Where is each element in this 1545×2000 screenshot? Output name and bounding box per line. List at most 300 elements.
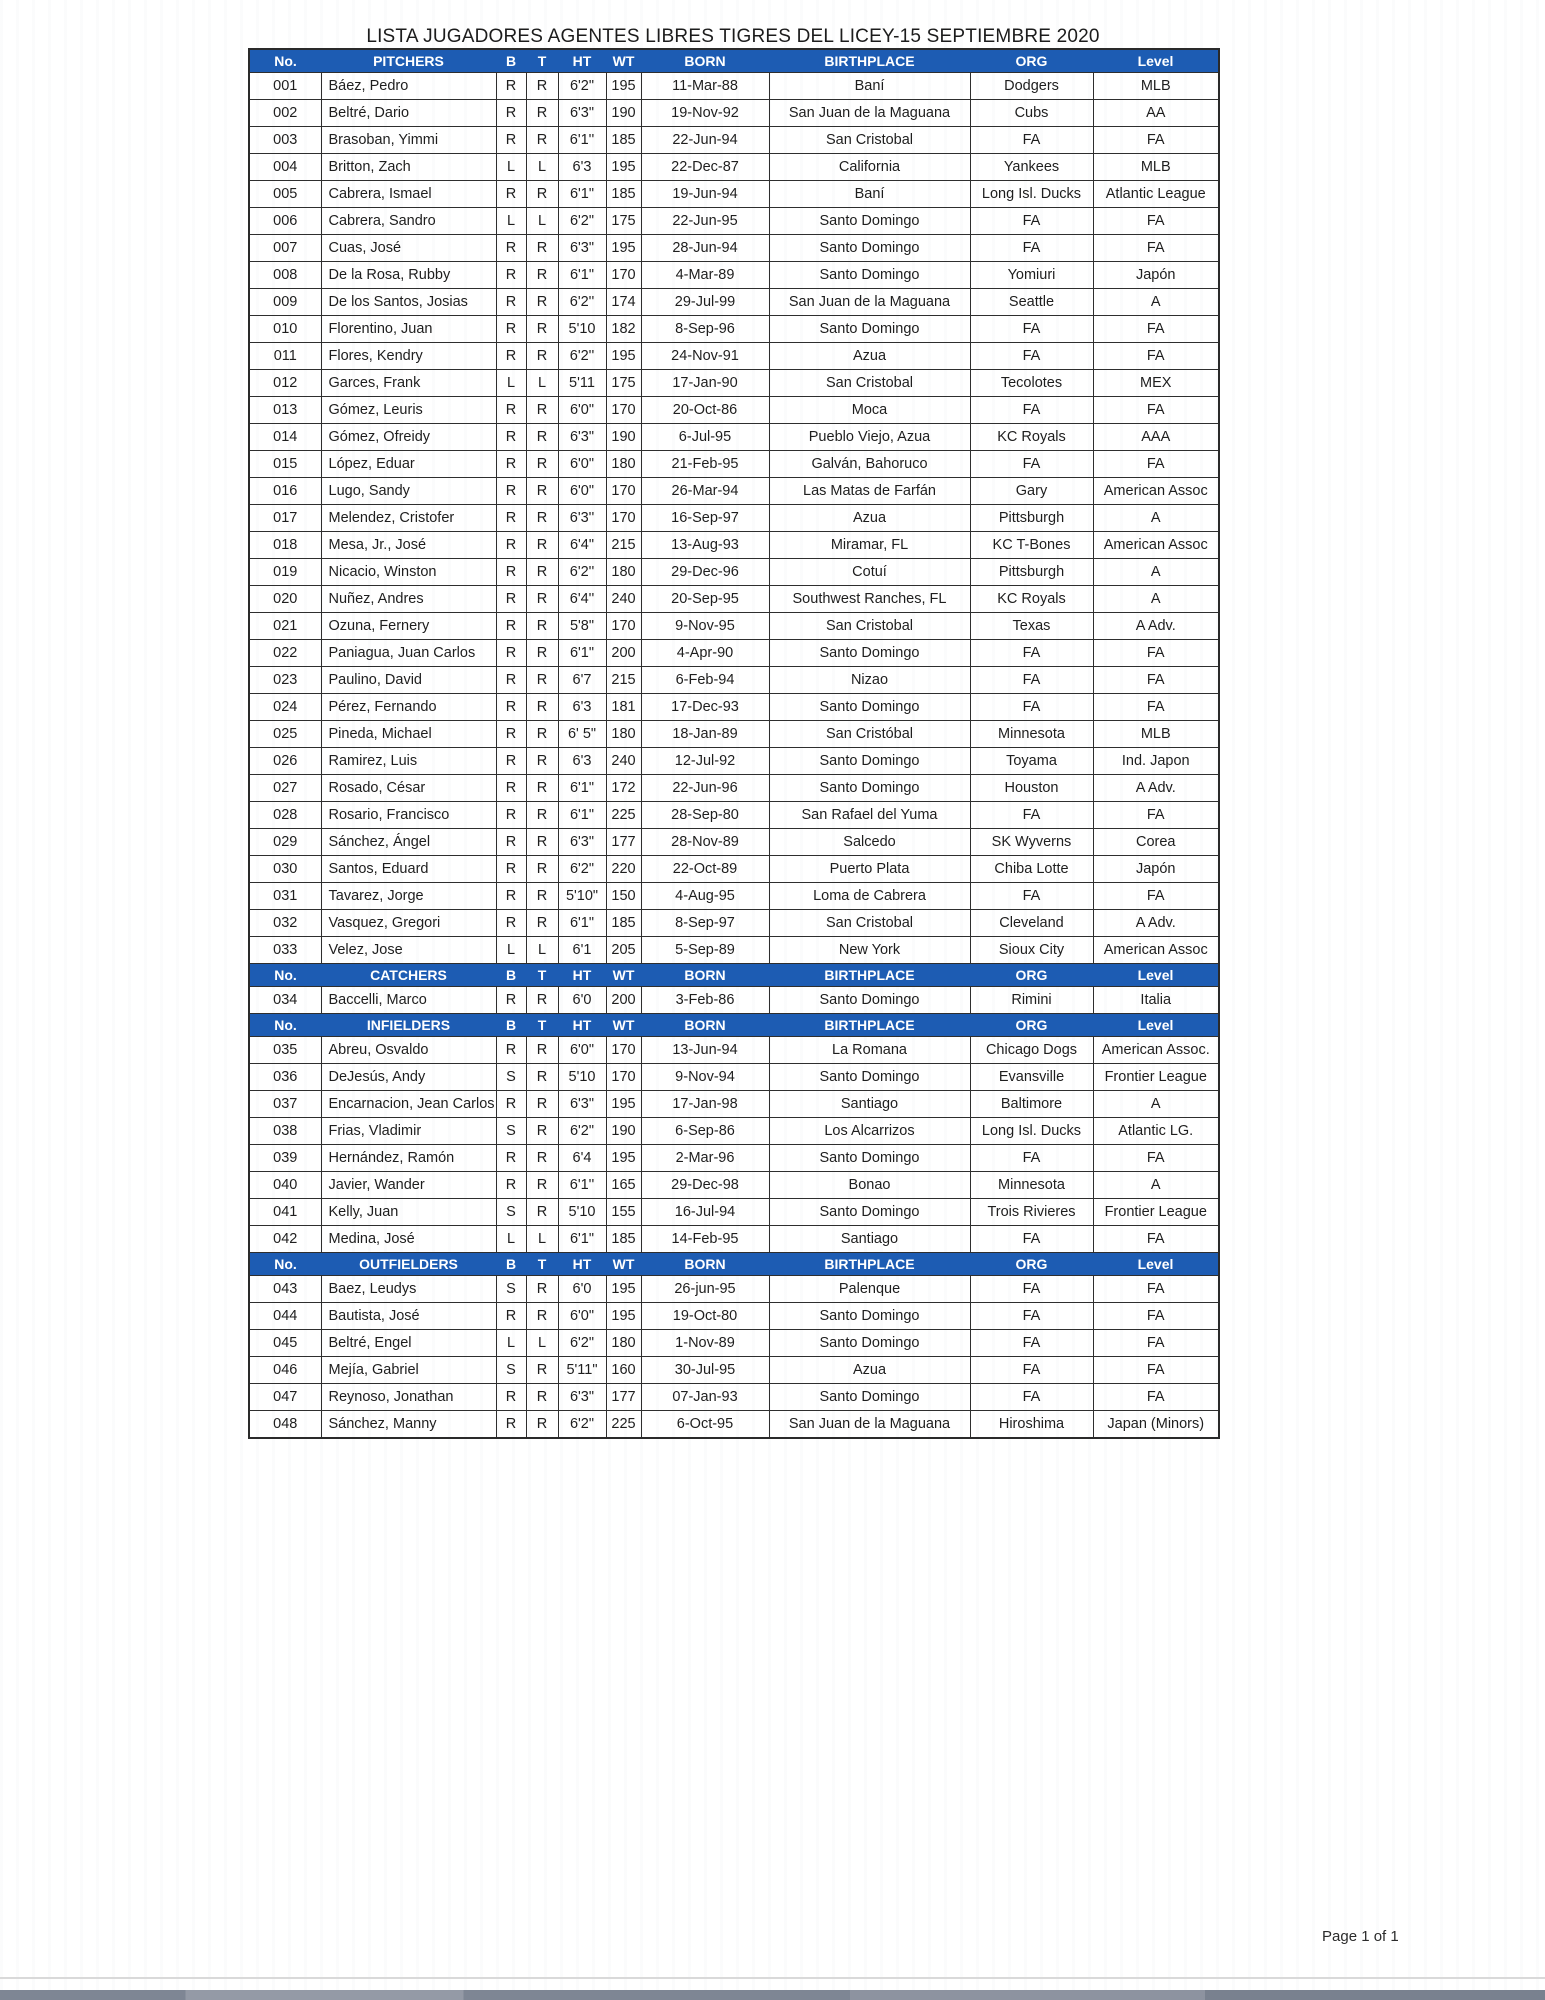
cell-ht: 6'3" bbox=[558, 1384, 606, 1411]
cell-b: R bbox=[496, 910, 526, 937]
cell-born: 22-Jun-96 bbox=[641, 775, 769, 802]
cell-no: 016 bbox=[249, 478, 321, 505]
cell-b: R bbox=[496, 1091, 526, 1118]
cell-name: Beltré, Engel bbox=[321, 1330, 496, 1357]
cell-b: L bbox=[496, 154, 526, 181]
player-row bbox=[249, 1411, 1219, 1439]
player-row bbox=[249, 316, 1219, 343]
section-header-row bbox=[249, 49, 1219, 73]
col-header-wt: WT bbox=[606, 49, 641, 73]
cell-t: R bbox=[526, 1357, 558, 1384]
cell-wt: 190 bbox=[606, 1118, 641, 1145]
player-row bbox=[249, 262, 1219, 289]
cell-ht: 6'0" bbox=[558, 397, 606, 424]
player-row bbox=[249, 721, 1219, 748]
cell-org: FA bbox=[970, 1145, 1093, 1172]
cell-birthplace: Santo Domingo bbox=[769, 987, 970, 1014]
cell-t: R bbox=[526, 910, 558, 937]
player-row bbox=[249, 667, 1219, 694]
cell-b: S bbox=[496, 1118, 526, 1145]
player-row bbox=[249, 987, 1219, 1014]
player-row bbox=[249, 505, 1219, 532]
cell-name: Báez, Pedro bbox=[321, 73, 496, 100]
cell-wt: 155 bbox=[606, 1199, 641, 1226]
cell-t: R bbox=[526, 559, 558, 586]
cell-wt: 195 bbox=[606, 1145, 641, 1172]
cell-born: 28-Jun-94 bbox=[641, 235, 769, 262]
cell-org: Chicago Dogs bbox=[970, 1037, 1093, 1064]
cell-birthplace: San Cristóbal bbox=[769, 721, 970, 748]
cell-t: L bbox=[526, 937, 558, 964]
cell-wt: 150 bbox=[606, 883, 641, 910]
cell-birthplace: Palenque bbox=[769, 1276, 970, 1303]
player-row bbox=[249, 370, 1219, 397]
cell-level: American Assoc bbox=[1093, 478, 1219, 505]
col-header-born: BORN bbox=[641, 1014, 769, 1037]
cell-level: FA bbox=[1093, 208, 1219, 235]
cell-t: R bbox=[526, 235, 558, 262]
cell-wt: 195 bbox=[606, 1303, 641, 1330]
cell-no: 035 bbox=[249, 1037, 321, 1064]
cell-ht: 6'3" bbox=[558, 424, 606, 451]
cell-born: 13-Jun-94 bbox=[641, 1037, 769, 1064]
cell-born: 24-Nov-91 bbox=[641, 343, 769, 370]
cell-t: R bbox=[526, 532, 558, 559]
cell-org: FA bbox=[970, 316, 1093, 343]
cell-birthplace: Santiago bbox=[769, 1091, 970, 1118]
cell-t: R bbox=[526, 397, 558, 424]
cell-born: 16-Sep-97 bbox=[641, 505, 769, 532]
cell-org: FA bbox=[970, 1357, 1093, 1384]
cell-ht: 6'3 bbox=[558, 154, 606, 181]
cell-level: A Adv. bbox=[1093, 775, 1219, 802]
cell-org: FA bbox=[970, 802, 1093, 829]
cell-ht: 5'11 bbox=[558, 370, 606, 397]
cell-wt: 240 bbox=[606, 748, 641, 775]
cell-wt: 175 bbox=[606, 370, 641, 397]
cell-t: R bbox=[526, 1037, 558, 1064]
cell-b: R bbox=[496, 613, 526, 640]
col-header-birthplace: BIRTHPLACE bbox=[769, 964, 970, 987]
cell-birthplace: Santo Domingo bbox=[769, 1199, 970, 1226]
cell-b: R bbox=[496, 694, 526, 721]
cell-birthplace: Cotuí bbox=[769, 559, 970, 586]
cell-org: Rimini bbox=[970, 987, 1093, 1014]
cell-no: 033 bbox=[249, 937, 321, 964]
cell-wt: 195 bbox=[606, 1276, 641, 1303]
cell-birthplace: Nizao bbox=[769, 667, 970, 694]
col-header-t: T bbox=[526, 1253, 558, 1276]
cell-t: R bbox=[526, 100, 558, 127]
cell-wt: 175 bbox=[606, 208, 641, 235]
cell-no: 048 bbox=[249, 1411, 321, 1439]
cell-b: R bbox=[496, 478, 526, 505]
cell-b: R bbox=[496, 1411, 526, 1439]
cell-level: American Assoc. bbox=[1093, 1037, 1219, 1064]
col-header-ht: HT bbox=[558, 49, 606, 73]
cell-born: 21-Feb-95 bbox=[641, 451, 769, 478]
cell-ht: 5'10 bbox=[558, 1064, 606, 1091]
cell-org: Hiroshima bbox=[970, 1411, 1093, 1439]
cell-ht: 5'11" bbox=[558, 1357, 606, 1384]
cell-wt: 182 bbox=[606, 316, 641, 343]
cell-t: R bbox=[526, 127, 558, 154]
cell-ht: 6'4" bbox=[558, 532, 606, 559]
cell-birthplace: La Romana bbox=[769, 1037, 970, 1064]
cell-born: 6-Jul-95 bbox=[641, 424, 769, 451]
player-row bbox=[249, 1357, 1219, 1384]
cell-org: FA bbox=[970, 1276, 1093, 1303]
col-header-b: B bbox=[496, 1014, 526, 1037]
cell-level: AA bbox=[1093, 100, 1219, 127]
cell-t: R bbox=[526, 829, 558, 856]
cell-birthplace: Santo Domingo bbox=[769, 640, 970, 667]
cell-b: R bbox=[496, 559, 526, 586]
cell-name: De la Rosa, Rubby bbox=[321, 262, 496, 289]
player-row bbox=[249, 640, 1219, 667]
cell-org: Long Isl. Ducks bbox=[970, 1118, 1093, 1145]
cell-ht: 6'2'' bbox=[558, 559, 606, 586]
cell-wt: 170 bbox=[606, 1037, 641, 1064]
cell-b: R bbox=[496, 856, 526, 883]
cell-b: R bbox=[496, 1384, 526, 1411]
cell-birthplace: Santo Domingo bbox=[769, 1330, 970, 1357]
cell-name: Encarnacion, Jean Carlos bbox=[321, 1091, 496, 1118]
player-row bbox=[249, 802, 1219, 829]
cell-no: 013 bbox=[249, 397, 321, 424]
cell-no: 010 bbox=[249, 316, 321, 343]
cell-b: S bbox=[496, 1357, 526, 1384]
cell-org: FA bbox=[970, 694, 1093, 721]
cell-org: Houston bbox=[970, 775, 1093, 802]
cell-born: 2-Mar-96 bbox=[641, 1145, 769, 1172]
cell-t: R bbox=[526, 775, 558, 802]
player-row bbox=[249, 1037, 1219, 1064]
cell-org: FA bbox=[970, 1303, 1093, 1330]
cell-level: MLB bbox=[1093, 73, 1219, 100]
player-row bbox=[249, 73, 1219, 100]
cell-name: Nicacio, Winston bbox=[321, 559, 496, 586]
player-row bbox=[249, 451, 1219, 478]
col-header-t: T bbox=[526, 49, 558, 73]
cell-org: Minnesota bbox=[970, 1172, 1093, 1199]
cell-org: Pittsburgh bbox=[970, 505, 1093, 532]
cell-t: L bbox=[526, 154, 558, 181]
cell-no: 017 bbox=[249, 505, 321, 532]
cell-org: Evansville bbox=[970, 1064, 1093, 1091]
cell-no: 001 bbox=[249, 73, 321, 100]
cell-ht: 6'3" bbox=[558, 1091, 606, 1118]
player-row bbox=[249, 532, 1219, 559]
cell-b: R bbox=[496, 181, 526, 208]
cell-ht: 6'2" bbox=[558, 1411, 606, 1439]
cell-name: Bautista, José bbox=[321, 1303, 496, 1330]
cell-name: Rosado, César bbox=[321, 775, 496, 802]
cell-wt: 177 bbox=[606, 829, 641, 856]
col-header-b: B bbox=[496, 49, 526, 73]
cell-org: Sioux City bbox=[970, 937, 1093, 964]
cell-born: 22-Oct-89 bbox=[641, 856, 769, 883]
cell-b: S bbox=[496, 1064, 526, 1091]
cell-name: Baccelli, Marco bbox=[321, 987, 496, 1014]
cell-born: 20-Sep-95 bbox=[641, 586, 769, 613]
cell-name: López, Eduar bbox=[321, 451, 496, 478]
cell-level: MEX bbox=[1093, 370, 1219, 397]
cell-b: R bbox=[496, 640, 526, 667]
cell-name: Mejía, Gabriel bbox=[321, 1357, 496, 1384]
cell-birthplace: Loma de Cabrera bbox=[769, 883, 970, 910]
cell-b: R bbox=[496, 100, 526, 127]
cell-birthplace: Bonao bbox=[769, 1172, 970, 1199]
cell-ht: 6'1" bbox=[558, 640, 606, 667]
cell-org: Gary bbox=[970, 478, 1093, 505]
cell-wt: 190 bbox=[606, 100, 641, 127]
cell-level: FA bbox=[1093, 235, 1219, 262]
cell-t: R bbox=[526, 640, 558, 667]
section-title-cell: CATCHERS bbox=[321, 964, 496, 987]
cell-name: Gómez, Leuris bbox=[321, 397, 496, 424]
cell-born: 17-Jan-90 bbox=[641, 370, 769, 397]
cell-wt: 185 bbox=[606, 181, 641, 208]
cell-ht: 6'2" bbox=[558, 1330, 606, 1357]
cell-org: Seattle bbox=[970, 289, 1093, 316]
player-row bbox=[249, 586, 1219, 613]
cell-b: R bbox=[496, 127, 526, 154]
section-header-row bbox=[249, 1014, 1219, 1037]
cell-birthplace: California bbox=[769, 154, 970, 181]
player-row bbox=[249, 289, 1219, 316]
section-title-cell: PITCHERS bbox=[321, 49, 496, 73]
cell-ht: 6'3" bbox=[558, 829, 606, 856]
player-row bbox=[249, 424, 1219, 451]
cell-b: R bbox=[496, 316, 526, 343]
cell-name: Ozuna, Fernery bbox=[321, 613, 496, 640]
cell-born: 6-Feb-94 bbox=[641, 667, 769, 694]
cell-wt: 180 bbox=[606, 559, 641, 586]
cell-no: 004 bbox=[249, 154, 321, 181]
col-header-org: ORG bbox=[970, 1014, 1093, 1037]
cell-b: R bbox=[496, 667, 526, 694]
scan-artifact-line bbox=[0, 1977, 1545, 1979]
cell-name: Lugo, Sandy bbox=[321, 478, 496, 505]
cell-org: KC T-Bones bbox=[970, 532, 1093, 559]
cell-name: Paniagua, Juan Carlos bbox=[321, 640, 496, 667]
cell-wt: 180 bbox=[606, 721, 641, 748]
cell-ht: 6'7 bbox=[558, 667, 606, 694]
cell-no: 011 bbox=[249, 343, 321, 370]
cell-name: Sánchez, Manny bbox=[321, 1411, 496, 1439]
cell-b: R bbox=[496, 1145, 526, 1172]
cell-wt: 170 bbox=[606, 505, 641, 532]
cell-birthplace: San Cristobal bbox=[769, 613, 970, 640]
section-title-cell: OUTFIELDERS bbox=[321, 1253, 496, 1276]
cell-ht: 6'1" bbox=[558, 1226, 606, 1253]
cell-b: L bbox=[496, 208, 526, 235]
cell-no: 046 bbox=[249, 1357, 321, 1384]
cell-org: Chiba Lotte bbox=[970, 856, 1093, 883]
col-header-level: Level bbox=[1093, 964, 1219, 987]
cell-t: R bbox=[526, 613, 558, 640]
cell-b: R bbox=[496, 397, 526, 424]
cell-wt: 185 bbox=[606, 910, 641, 937]
cell-born: 5-Sep-89 bbox=[641, 937, 769, 964]
col-header-birthplace: BIRTHPLACE bbox=[769, 1253, 970, 1276]
cell-b: R bbox=[496, 748, 526, 775]
cell-ht: 6'0" bbox=[558, 1303, 606, 1330]
cell-org: FA bbox=[970, 1330, 1093, 1357]
cell-name: DeJesús, Andy bbox=[321, 1064, 496, 1091]
cell-level: FA bbox=[1093, 883, 1219, 910]
cell-born: 28-Nov-89 bbox=[641, 829, 769, 856]
cell-b: R bbox=[496, 451, 526, 478]
cell-level: American Assoc bbox=[1093, 532, 1219, 559]
player-row bbox=[249, 127, 1219, 154]
cell-born: 4-Aug-95 bbox=[641, 883, 769, 910]
cell-born: 17-Jan-98 bbox=[641, 1091, 769, 1118]
cell-t: R bbox=[526, 1145, 558, 1172]
cell-birthplace: Baní bbox=[769, 181, 970, 208]
cell-b: R bbox=[496, 721, 526, 748]
cell-wt: 181 bbox=[606, 694, 641, 721]
cell-born: 22-Jun-94 bbox=[641, 127, 769, 154]
cell-no: 042 bbox=[249, 1226, 321, 1253]
cell-born: 30-Jul-95 bbox=[641, 1357, 769, 1384]
cell-t: R bbox=[526, 721, 558, 748]
cell-birthplace: San Juan de la Maguana bbox=[769, 1411, 970, 1439]
cell-t: R bbox=[526, 856, 558, 883]
player-row bbox=[249, 775, 1219, 802]
col-header-level: Level bbox=[1093, 1014, 1219, 1037]
cell-wt: 195 bbox=[606, 235, 641, 262]
cell-name: Garces, Frank bbox=[321, 370, 496, 397]
player-row bbox=[249, 883, 1219, 910]
cell-born: 29-Jul-99 bbox=[641, 289, 769, 316]
cell-name: Frias, Vladimir bbox=[321, 1118, 496, 1145]
cell-level: FA bbox=[1093, 127, 1219, 154]
cell-level: A Adv. bbox=[1093, 910, 1219, 937]
cell-no: 043 bbox=[249, 1276, 321, 1303]
roster-table bbox=[248, 48, 1220, 1439]
cell-wt: 170 bbox=[606, 397, 641, 424]
cell-no: 044 bbox=[249, 1303, 321, 1330]
cell-ht: 6' 5" bbox=[558, 721, 606, 748]
col-header-b: B bbox=[496, 964, 526, 987]
cell-birthplace: San Juan de la Maguana bbox=[769, 100, 970, 127]
cell-no: 020 bbox=[249, 586, 321, 613]
cell-name: Pineda, Michael bbox=[321, 721, 496, 748]
section-header-row bbox=[249, 1253, 1219, 1276]
cell-b: S bbox=[496, 1199, 526, 1226]
cell-t: R bbox=[526, 987, 558, 1014]
cell-born: 19-Jun-94 bbox=[641, 181, 769, 208]
player-row bbox=[249, 1330, 1219, 1357]
player-row bbox=[249, 1384, 1219, 1411]
cell-birthplace: Santo Domingo bbox=[769, 262, 970, 289]
page-title: LISTA JUGADORES AGENTES LIBRES TIGRES DEL LICEY-15 SEPTIEMBRE 2020 bbox=[366, 26, 1100, 47]
cell-no: 002 bbox=[249, 100, 321, 127]
cell-no: 029 bbox=[249, 829, 321, 856]
col-header-org: ORG bbox=[970, 1253, 1093, 1276]
cell-level: FA bbox=[1093, 316, 1219, 343]
cell-born: 11-Mar-88 bbox=[641, 73, 769, 100]
cell-org: Toyama bbox=[970, 748, 1093, 775]
cell-b: R bbox=[496, 1037, 526, 1064]
cell-level: A bbox=[1093, 289, 1219, 316]
cell-wt: 225 bbox=[606, 802, 641, 829]
col-header-wt: WT bbox=[606, 964, 641, 987]
cell-name: Santos, Eduard bbox=[321, 856, 496, 883]
cell-wt: 165 bbox=[606, 1172, 641, 1199]
cell-born: 26-Mar-94 bbox=[641, 478, 769, 505]
cell-org: FA bbox=[970, 667, 1093, 694]
cell-birthplace: Miramar, FL bbox=[769, 532, 970, 559]
cell-ht: 5'10 bbox=[558, 1199, 606, 1226]
cell-t: R bbox=[526, 1064, 558, 1091]
cell-birthplace: Azua bbox=[769, 505, 970, 532]
player-row bbox=[249, 1226, 1219, 1253]
cell-ht: 5'10 bbox=[558, 316, 606, 343]
cell-org: FA bbox=[970, 1384, 1093, 1411]
cell-wt: 174 bbox=[606, 289, 641, 316]
cell-wt: 240 bbox=[606, 586, 641, 613]
cell-birthplace: Santo Domingo bbox=[769, 316, 970, 343]
cell-b: R bbox=[496, 987, 526, 1014]
cell-org: Yankees bbox=[970, 154, 1093, 181]
cell-ht: 6'3" bbox=[558, 100, 606, 127]
player-row bbox=[249, 856, 1219, 883]
cell-no: 023 bbox=[249, 667, 321, 694]
cell-born: 12-Jul-92 bbox=[641, 748, 769, 775]
cell-org: Minnesota bbox=[970, 721, 1093, 748]
cell-no: 047 bbox=[249, 1384, 321, 1411]
cell-t: R bbox=[526, 1199, 558, 1226]
col-header-born: BORN bbox=[641, 1253, 769, 1276]
cell-no: 041 bbox=[249, 1199, 321, 1226]
cell-born: 20-Oct-86 bbox=[641, 397, 769, 424]
cell-b: R bbox=[496, 532, 526, 559]
cell-org: FA bbox=[970, 127, 1093, 154]
cell-level: Atlantic League bbox=[1093, 181, 1219, 208]
cell-org: KC Royals bbox=[970, 586, 1093, 613]
cell-name: Kelly, Juan bbox=[321, 1199, 496, 1226]
cell-born: 17-Dec-93 bbox=[641, 694, 769, 721]
cell-level: Atlantic LG. bbox=[1093, 1118, 1219, 1145]
cell-name: Vasquez, Gregori bbox=[321, 910, 496, 937]
cell-t: L bbox=[526, 208, 558, 235]
cell-wt: 177 bbox=[606, 1384, 641, 1411]
cell-t: L bbox=[526, 1226, 558, 1253]
cell-born: 4-Mar-89 bbox=[641, 262, 769, 289]
cell-no: 037 bbox=[249, 1091, 321, 1118]
player-row bbox=[249, 343, 1219, 370]
col-header-wt: WT bbox=[606, 1253, 641, 1276]
cell-org: Pittsburgh bbox=[970, 559, 1093, 586]
cell-t: R bbox=[526, 694, 558, 721]
cell-name: Cabrera, Sandro bbox=[321, 208, 496, 235]
cell-name: Sánchez, Ángel bbox=[321, 829, 496, 856]
cell-b: R bbox=[496, 424, 526, 451]
player-row bbox=[249, 748, 1219, 775]
cell-org: Yomiuri bbox=[970, 262, 1093, 289]
cell-born: 07-Jan-93 bbox=[641, 1384, 769, 1411]
cell-no: 030 bbox=[249, 856, 321, 883]
cell-birthplace: Los Alcarrizos bbox=[769, 1118, 970, 1145]
cell-wt: 160 bbox=[606, 1357, 641, 1384]
cell-no: 024 bbox=[249, 694, 321, 721]
player-row bbox=[249, 1118, 1219, 1145]
cell-name: Florentino, Juan bbox=[321, 316, 496, 343]
cell-name: Tavarez, Jorge bbox=[321, 883, 496, 910]
